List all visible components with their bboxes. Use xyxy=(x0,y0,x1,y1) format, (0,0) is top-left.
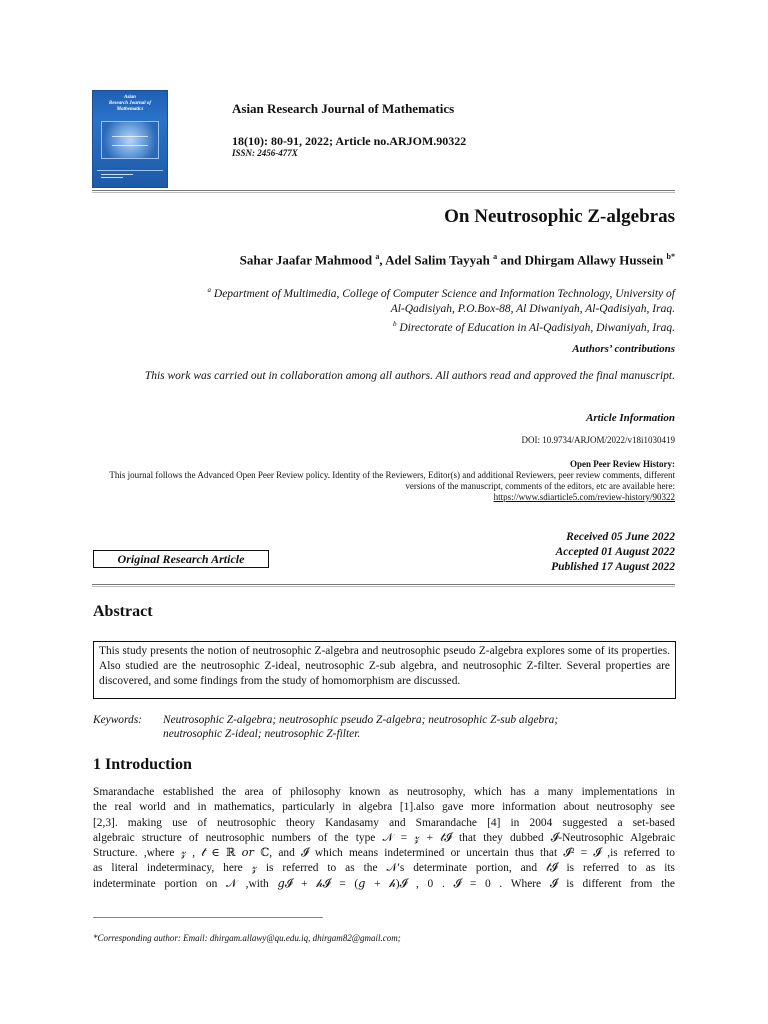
section-divider xyxy=(92,584,675,585)
author-name: Sahar Jaafar Mahmood xyxy=(239,252,373,268)
affiliation-a xyxy=(115,283,675,302)
cover-title-line: Mathematics xyxy=(116,107,144,112)
doi: DOI: 10.9734/ARJOM/2022/v18i1030419 xyxy=(521,435,675,445)
contributions-heading: Authors’ contributions xyxy=(572,343,675,355)
affil-mark: b xyxy=(392,319,397,328)
review-history-link[interactable]: https://www.sdiarticle5.com/review-history/90322 xyxy=(493,492,675,502)
corresponding-author-footnote: *Corresponding author: Email: dhirgam.allawy@qu.edu.iq, dhirgam82@gmail.com; xyxy=(93,933,401,943)
affiliations xyxy=(115,283,675,336)
cover-title xyxy=(93,95,167,113)
article-info-heading: Article Information xyxy=(586,412,675,424)
text-line: algebraic structure of neutrosophic numbers of the type 𝒩 = 𝓏 + 𝓉𝓘 that they dubbed 𝓘-Neutrosophic Algebraic xyxy=(93,831,675,844)
abstract-heading: Abstract xyxy=(93,603,153,620)
cover-title-line: Asian xyxy=(124,95,136,100)
section-heading: 1 Introduction xyxy=(93,756,192,773)
keywords xyxy=(93,713,675,741)
open-peer-review-text xyxy=(85,470,675,503)
author-affil-mark: a xyxy=(493,252,498,261)
affiliation-a-cont: Al-Qadisiyah, P.O.Box-88, Al Diwaniyah, Al-Qadisiyah, Iraq. xyxy=(390,302,675,315)
text-line: as literal indeterminacy, here 𝓏 is referred to as the 𝒩′s determinate portion, and 𝓉𝓘 is referred to as its xyxy=(93,862,675,875)
author-name: Dhirgam Allawy Hussein xyxy=(524,252,664,268)
keywords-line: Neutrosophic Z-algebra; neutrosophic pseudo Z-algebra; neutrosophic Z-sub algebra; xyxy=(163,714,559,726)
affil-mark: a xyxy=(207,286,212,294)
footnote-divider xyxy=(93,917,323,918)
volume-info: 18(10): 80-91, 2022; Article no.ARJOM.90322 xyxy=(232,134,467,148)
author-list xyxy=(240,252,675,268)
affil-text: Department of Multimedia, College of Computer Science and Information Technology, University of xyxy=(211,287,675,300)
affiliation-b xyxy=(115,317,675,336)
text-line: [2,3]. making use of neutrosophic theory Kandasamy and Smarandache [4] in 2004 suggested a set-based xyxy=(93,816,675,829)
author-separator: , xyxy=(379,252,386,268)
text-line: indeterminate portion on 𝒩 ,with 𝑔𝓘 + 𝒽𝓘 = (𝑔 + 𝒽)𝓘 , 0 . 𝓘 = 0 . Where 𝓘 is different from the xyxy=(93,877,675,890)
accepted-date: Accepted 01 August 2022 xyxy=(555,546,675,558)
header-divider xyxy=(92,190,675,191)
paper-title: On Neutrosophic Z-algebras xyxy=(444,206,675,227)
author-name: Adel Salim Tayyah xyxy=(385,252,490,268)
keywords-line: neutrosophic Z-ideal; neutrosophic Z-filter. xyxy=(163,728,361,740)
article-dates xyxy=(551,530,675,575)
issn: ISSN: 2456-477X xyxy=(232,148,298,158)
abstract-text: This study presents the notion of neutrosophic Z-algebra and neutrosophic pseudo Z-algebra explores some of its properties. Also studied are the neutrosophic Z-ideal, neutrosophic Z-sub algebra, and neutrosophic Z-filter. Several properties are discovered, and some findings from the study of homomorphism are discussed. xyxy=(93,641,676,699)
contributions-text: This work was carried out in collaboration among all authors. All authors read and approved the final manuscript. xyxy=(144,370,675,382)
journal-cover-image xyxy=(92,90,168,188)
author-separator: and xyxy=(497,252,525,268)
cover-footer xyxy=(97,170,163,181)
received-date: Received 05 June 2022 xyxy=(566,531,675,543)
affil-text: Directorate of Education in Al-Qadisiyah, Diwaniyah, Iraq. xyxy=(396,321,675,334)
open-peer-review-body: This journal follows the Advanced Open Peer Review policy. Identity of the Reviewers, Editor(s) and additional Reviewers, peer review comments, different versions of the manuscript, comments of the editors, etc are available here: xyxy=(109,470,675,491)
text-line: Smarandache established the area of philosophy known as neutrosophy, which has a many implementations in xyxy=(93,786,675,798)
cover-title-line: Research Journal of xyxy=(108,101,152,106)
text-line: Structure. ,where 𝓏 , 𝓉 ∈ ℝ 𝑜𝑟 ℂ, and 𝓘 which means indetermined or uncertain thus that 𝓘² = 𝓘 ,is referred to xyxy=(93,847,675,860)
published-date: Published 17 August 2022 xyxy=(551,561,675,573)
cover-artwork xyxy=(101,121,159,159)
author-affil-mark: b* xyxy=(666,252,675,261)
text-line: the real world and in mathematics, particularly in algebra [1].also gave more information about neutrosophy see xyxy=(93,801,675,814)
introduction-body xyxy=(93,785,675,892)
author-affil-mark: a xyxy=(375,252,380,261)
journal-name: Asian Research Journal of Mathematics xyxy=(232,101,455,116)
article-type-badge: Original Research Article xyxy=(93,550,269,568)
keywords-label: Keywords: xyxy=(93,714,142,726)
open-peer-review-heading: Open Peer Review History: xyxy=(569,459,675,469)
